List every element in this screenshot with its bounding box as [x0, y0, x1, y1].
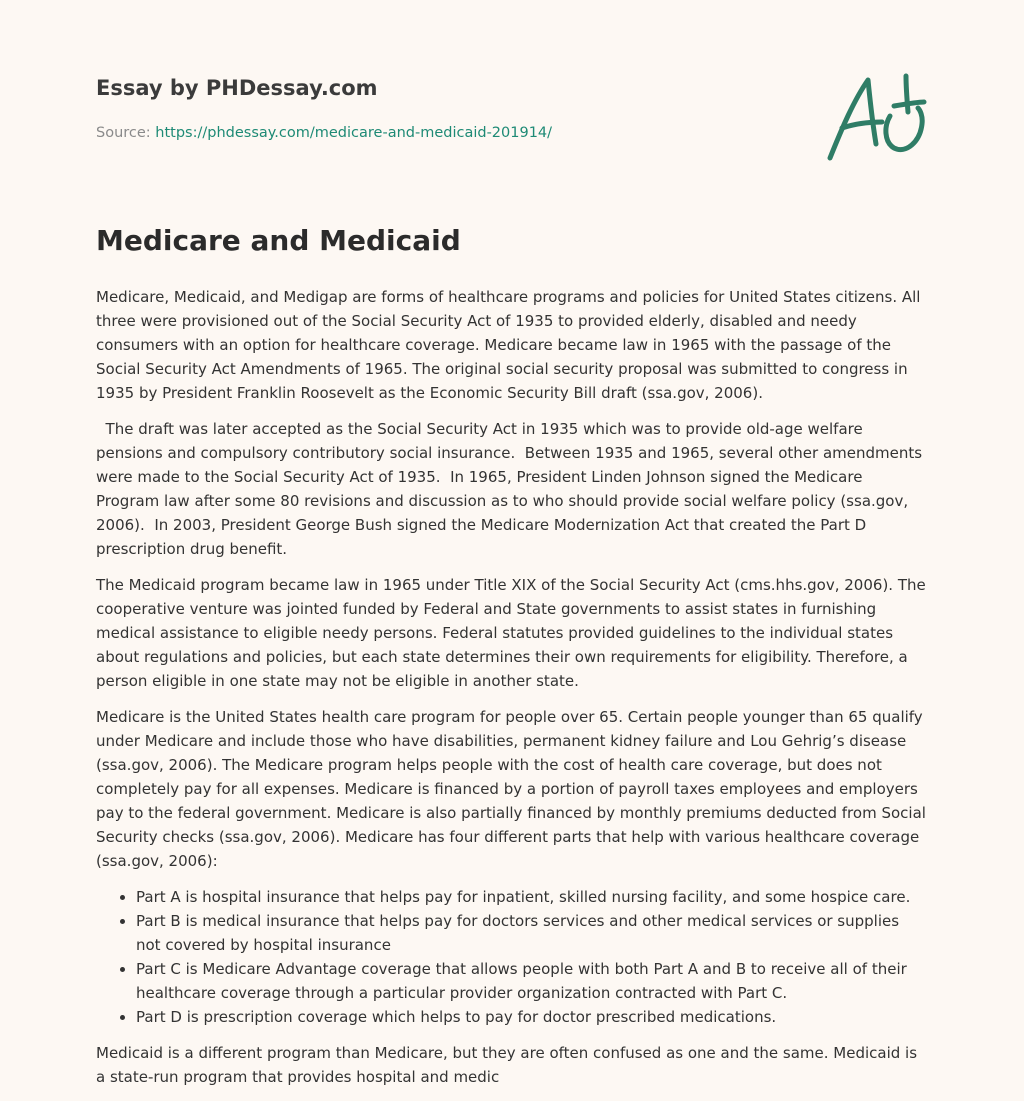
- list-item: • Part B is medical insurance that helps pay for doctors services and other medical services or supplies not covered by hospital insurance: [136, 909, 928, 957]
- essay-body: [96, 285, 928, 1101]
- list-item: • Part C is Medicare Advantage coverage that allows people with both Part A and B to receive all of their healthcare coverage through a particular provider organization contracted with Part C.: [136, 957, 928, 1005]
- paragraph: Medicare, Medicaid, and Medigap are forms of healthcare programs and policies for United States citizens. All three were provisioned out of the Social Security Act of 1935 to provided elderly, disabled and needy consumers with an option for healthcare coverage. Medicare became law in 1965 with the passage of the Social Security Act Amendments of 1965. The original social security proposal was submitted to congress in 1935 by President Franklin Roosevelt as the Economic Security Bill draft (ssa.gov, 2006).: [96, 288, 921, 402]
- source-link[interactable]: https://phdessay.com/medicare-and-medicaid-201914/: [155, 125, 553, 141]
- source-line: [96, 125, 552, 141]
- site-brand: Essay by PHDessay.com: [96, 76, 378, 100]
- header: [96, 76, 378, 100]
- paragraph: Medicaid is a different program than Medicare, but they are often confused as one and the same. Medicaid is a state-run program that provides hospital and medic: [96, 1044, 918, 1086]
- list-item: • Part A is hospital insurance that helps pay for inpatient, skilled nursing facility, and some hospice care.: [136, 885, 928, 909]
- a-plus-logo-icon: [820, 66, 930, 166]
- essay-title: Medicare and Medicaid: [96, 224, 461, 257]
- list-item: • Part D is prescription coverage which helps to pay for doctor prescribed medications.: [136, 1005, 928, 1029]
- medicare-parts-list: [96, 885, 928, 1029]
- paragraph: The draft was later accepted as the Social Security Act in 1935 which was to provide old-age welfare pensions and compulsory contributory social insurance. Between 1935 and 1965, several other amendments were made to the Social Security Act of 1935. In 1965, President Linden Johnson signed the Medicare Program law after some 80 revisions and discussion as to who should provide social welfare policy (ssa.gov, 2006). In 2003, President George Bush signed the Medicare Modernization Act that created the Part D prescription drug benefit.: [96, 420, 927, 558]
- source-label: Source:: [96, 125, 156, 141]
- paragraph: The Medicaid program became law in 1965 under Title XIX of the Social Security Act (cms.hhs.gov, 2006). The cooperative venture was jointed funded by Federal and State governments to assist states in furnishing medical assistance to eligible needy persons. Federal statutes provided guidelines to the individual states about regulations and policies, but each state determines their own requirements for eligibility. Therefore, a person eligible in one state may not be eligible in another state.: [96, 576, 926, 690]
- paragraph: Medicare is the United States health care program for people over 65. Certain people younger than 65 qualify under Medicare and include those who have disabilities, permanent kidney failure and Lou Gehrig’s disease (ssa.gov, 2006). The Medicare program helps people with the cost of health care coverage, but does not completely pay for all expenses. Medicare is financed by a portion of payroll taxes employees and employers pay to the federal government. Medicare is also partially financed by monthly premiums deducted from Social Security checks (ssa.gov, 2006). Medicare has four different parts that help with various healthcare coverage (ssa.gov, 2006):: [96, 708, 926, 870]
